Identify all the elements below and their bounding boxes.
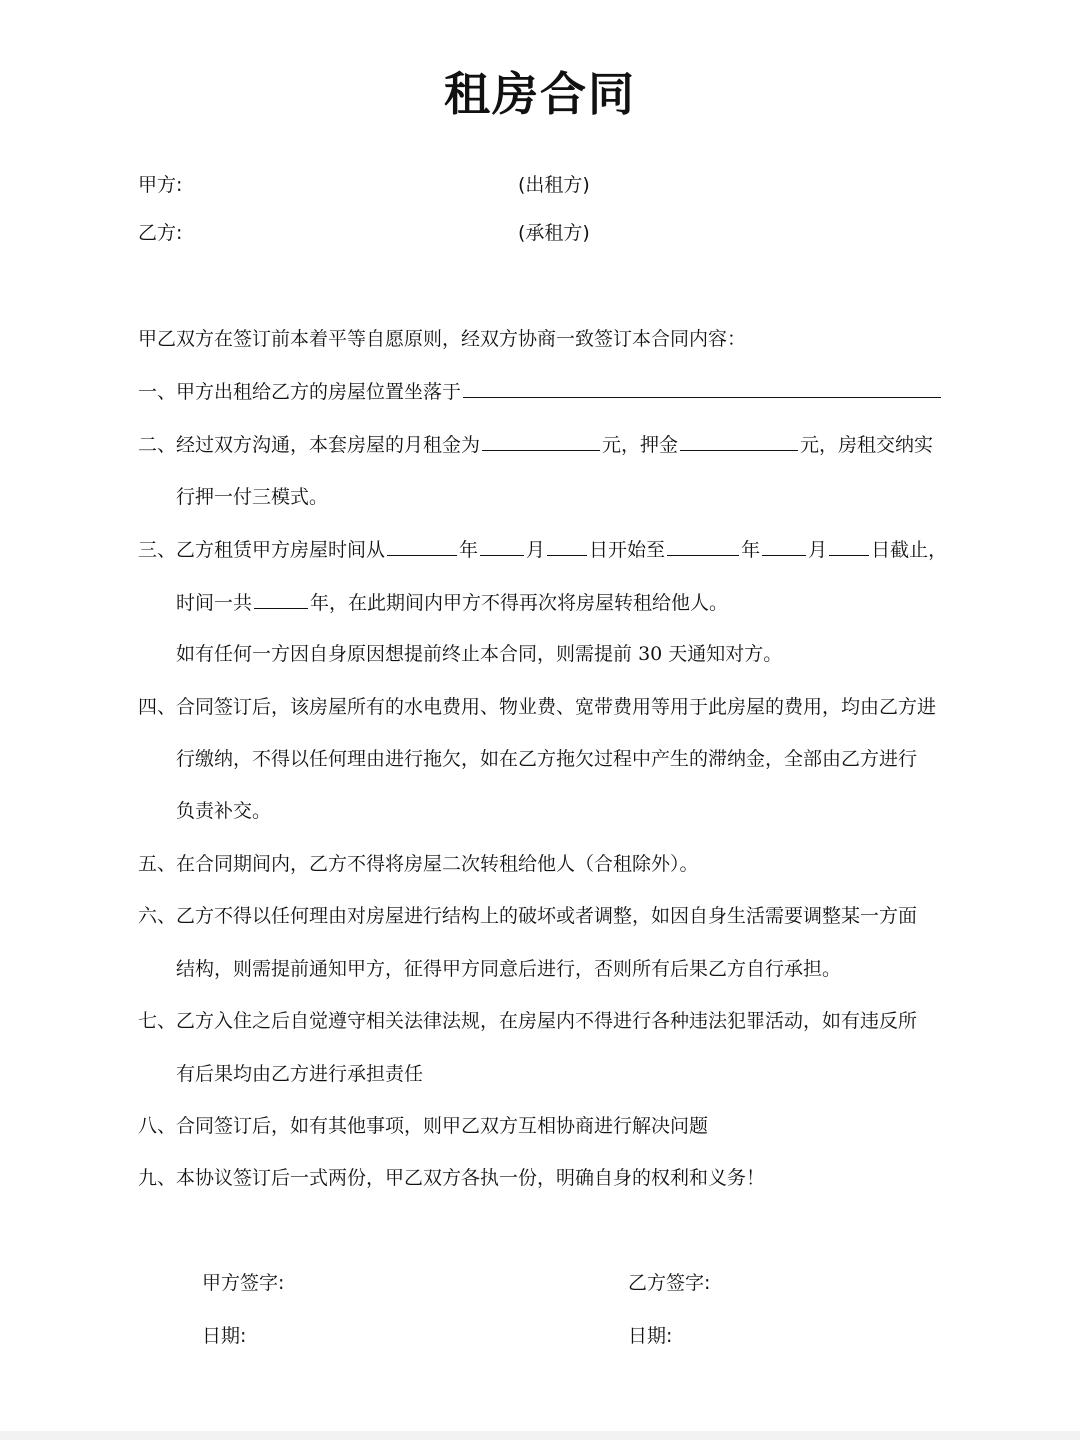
party-b-role: (承租方) — [518, 222, 590, 244]
start-day-blank — [547, 535, 587, 556]
clause-7-line-1: 七、乙方入住之后自觉遵守相关法律法规，在房屋内不得进行各种违法犯罪活动，如有违反所 — [138, 1010, 918, 1032]
end-year-label: 年 — [741, 539, 761, 561]
clause-3-total — [176, 588, 728, 617]
party-b-label: 乙方: — [138, 222, 183, 244]
clause-2-text-c: 元，房租交纳实 — [800, 434, 934, 456]
clause-3-text-a: 三、乙方租赁甲方房屋时间从 — [138, 539, 386, 561]
clause-3-total-b: 年，在此期间内甲方不得再次将房屋转租给他人。 — [310, 592, 729, 614]
end-month-blank — [762, 535, 806, 556]
start-year-label: 年 — [459, 539, 479, 561]
party-a-label: 甲方: — [138, 174, 183, 196]
clause-4-line-2: 行缴纳，不得以任何理由进行拖欠，如在乙方拖欠过程中产生的滞纳金，全部由乙方进行 — [176, 748, 918, 770]
clause-2-text-b: 元，押金 — [602, 434, 679, 456]
clause-2-cont: 行押一付三模式。 — [176, 486, 329, 508]
clause-3-termination — [176, 640, 782, 668]
clause-1 — [138, 377, 943, 406]
clause-8: 八、合同签订后，如有其他事项，则甲乙双方互相协商进行解决问题 — [138, 1115, 709, 1137]
clause-1-text: 一、甲方出租给乙方的房屋位置坐落于 — [138, 381, 462, 403]
clause-3-term-b: 天通知对方。 — [668, 643, 783, 665]
clause-2 — [138, 430, 933, 459]
start-day-label: 日开始至 — [589, 539, 666, 561]
rent-blank — [482, 430, 600, 451]
end-day-blank — [829, 535, 869, 556]
start-year-blank — [387, 535, 457, 556]
clause-9: 九、本协议签订后一式两份，甲乙双方各执一份，明确自身的权利和义务！ — [138, 1167, 766, 1189]
party-a-date-label: 日期: — [202, 1325, 247, 1347]
clause-4-line-3: 负责补交。 — [176, 800, 272, 822]
clause-5: 五、在合同期间内，乙方不得将房屋二次转租给他人（合租除外）。 — [138, 853, 699, 875]
party-a-signature-label: 甲方签字: — [202, 1272, 285, 1294]
start-month-blank — [480, 535, 524, 556]
document-title: 租房合同 — [444, 67, 636, 121]
start-month-label: 月 — [526, 539, 546, 561]
clause-2-text-a: 二、经过双方沟通，本套房屋的月租金为 — [138, 434, 481, 456]
end-month-label: 月 — [808, 539, 828, 561]
clause-6-line-1: 六、乙方不得以任何理由对房屋进行结构上的破坏或者调整，如因自身生活需要调整某一方面 — [138, 905, 918, 927]
notice-days: 30 — [638, 643, 663, 665]
page-bottom-edge — [0, 1431, 1080, 1440]
total-years-blank — [254, 588, 308, 609]
clause-3-term-a: 如有任何一方因自身原因想提前终止本合同，则需提前 — [176, 643, 633, 665]
clause-6-line-2: 结构，则需提前通知甲方，征得甲方同意后进行，否则所有后果乙方自行承担。 — [176, 958, 842, 980]
clause-3 — [138, 535, 947, 564]
party-b-date-label: 日期: — [628, 1325, 673, 1347]
party-a-role: (出租方) — [518, 174, 590, 196]
end-year-blank — [667, 535, 739, 556]
clause-3-total-a: 时间一共 — [176, 592, 253, 614]
clause-7-line-2: 有后果均由乙方进行承担责任 — [176, 1063, 424, 1085]
address-blank — [463, 377, 941, 398]
intro-paragraph: 甲乙双方在签订前本着平等自愿原则，经双方协商一致签订本合同内容： — [138, 328, 747, 350]
end-day-label: 日截止， — [871, 539, 948, 561]
deposit-blank — [680, 430, 798, 451]
party-b-signature-label: 乙方签字: — [628, 1272, 711, 1294]
clause-4-line-1: 四、合同签订后，该房屋所有的水电费用、物业费、宽带费用等用于此房屋的费用，均由乙方进 — [138, 696, 937, 718]
